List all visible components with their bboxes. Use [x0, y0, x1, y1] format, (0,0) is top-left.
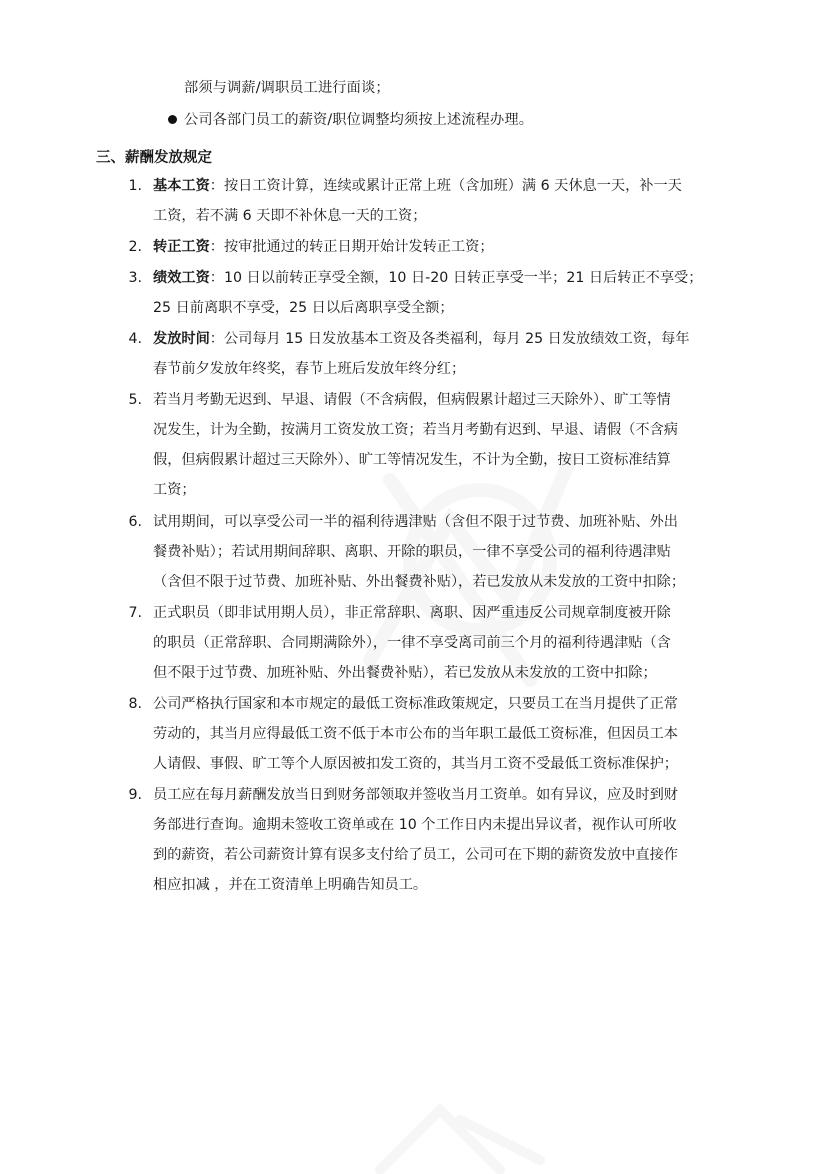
list-item-text: ：按审批通过的转正日期开始计发转正工资； [209, 239, 494, 255]
list-item-text: 工资； [153, 482, 196, 498]
list-item-text: 务部进行查询。逾期未签收工资单或在 10 个工作日内未提出异议者，视作认可所收 [153, 817, 677, 833]
bullet-icon [168, 115, 177, 124]
watermark-fragment-icon [360, 1090, 560, 1174]
list-item-text: ：公司每月 15 日发放基本工资及各类福利，每月 25 日发放绩效工资，每年 [209, 331, 690, 347]
list-item-line [153, 603, 783, 623]
list-item [153, 603, 783, 693]
list-item-number: 6. [128, 514, 142, 530]
list-item-number: 4. [128, 331, 142, 347]
list-item-line [153, 480, 783, 500]
list-item-line [153, 694, 783, 714]
list-item-text: 况发生，计为全勤，按满月工资发放工资；若当月考勤有迟到、早退、请假（不含病 [153, 422, 678, 438]
list-item-line [153, 785, 783, 805]
list-item-text: 若当月考勤无迟到、早退、请假（不含病假，但病假累计超过三天除外）、旷工等情 [153, 392, 671, 408]
list-item-text: 餐费补贴）；若试用期间辞职、离职、开除的职员，一律不享受公司的福利待遇津贴 [153, 544, 671, 560]
list-item-text: 人请假、事假、旷工等个人原因被扣发工资的，其当月工资不受最低工资标准保护； [153, 756, 678, 772]
list-item-line [153, 450, 783, 470]
list-item-line [153, 176, 783, 196]
list-item-line [153, 298, 783, 318]
list-item-text: ：10 日以前转正享受全额，10 日-20 日转正享受一半；21 日后转正不享受； [209, 270, 703, 286]
list-item-label: 绩效工资 [153, 270, 210, 286]
list-item-line [153, 268, 783, 288]
list-item-text: 公司严格执行国家和本市规定的最低工资标准政策规定，只要员工在当月提供了正常 [153, 696, 678, 712]
list-item-line [153, 724, 783, 744]
list-item [153, 268, 783, 328]
list-item [153, 694, 783, 784]
list-item-line [153, 329, 783, 349]
list-item-line [153, 875, 783, 895]
list-item-line [153, 815, 783, 835]
continuation-line: 部须与调薪/调职员工进行面谈； [184, 80, 390, 96]
list-item-number: 7. [128, 605, 142, 621]
list-item-line [153, 237, 783, 257]
list-item-text: 工资，若不满 6 天即不补休息一天的工资； [153, 208, 427, 224]
list-item [153, 329, 783, 389]
list-item-text: 春节前夕发放年终奖，春节上班后发放年终分红； [153, 361, 466, 377]
list-item-text: 劳动的，其当月应得最低工资不低于本市公布的当年职工最低工资标准，但因员工本 [153, 726, 678, 742]
list-item-text: 假，但病假累计超过三天除外）、旷工等情况发生，不计为全勤，按日工资标准结算 [153, 452, 671, 468]
list-item-text: 正式职员（即非试用期人员），非正常辞职、离职、因严重违反公司规章制度被开除 [153, 605, 671, 621]
bullet-text: 公司各部门员工的薪资/职位调整均须按上述流程办理。 [184, 112, 534, 128]
list-item-line [153, 663, 783, 683]
list-item [153, 237, 783, 267]
list-item-number: 3. [128, 270, 142, 286]
list-item-number: 8. [128, 696, 142, 712]
list-item-line [153, 845, 783, 865]
list-item-label: 转正工资 [153, 239, 210, 255]
list-item-text: 的职员（正常辞职、合同期满除外），一律不享受离司前三个月的福利待遇津贴（含 [153, 635, 671, 651]
list-item-number: 9. [128, 787, 142, 803]
list-item-line [153, 512, 783, 532]
list-item-line [153, 542, 783, 562]
list-item-line [153, 633, 783, 653]
list-item-text: 到的薪资，若公司薪资计算有误多支付给了员工，公司可在下期的薪资发放中直接作 [153, 847, 678, 863]
list-item [153, 512, 783, 602]
list-item-line [153, 420, 783, 440]
list-item-text: 员工应在每月薪酬发放当日到财务部领取并签收当月工资单。如有异议，应及时到财 [153, 787, 678, 803]
list-item-text: （含但不限于过节费、加班补贴、外出餐费补贴），若已发放从未发放的工资中扣除； [153, 574, 686, 590]
list-item-line [153, 359, 783, 379]
list-item-text: 试用期间，可以享受公司一半的福利待遇津贴（含但不限于过节费、加班补贴、外出 [153, 514, 678, 530]
list-item-line [153, 390, 783, 410]
list-item-line [153, 572, 783, 592]
list-item-text: 相应扣减 ，并在工资清单上明确告知员工。 [153, 877, 428, 893]
list-item-number: 5. [128, 392, 142, 408]
list-item [153, 785, 783, 905]
list-item-line [153, 754, 783, 774]
list-item-number: 1. [128, 178, 142, 194]
list-item-line [153, 206, 783, 226]
list-item [153, 176, 783, 236]
list-item [153, 390, 783, 510]
list-item-text: 25 日前离职不享受，25 日以后离职享受全额； [153, 300, 454, 316]
list-item-label: 发放时间 [153, 331, 210, 347]
list-item-text: 但不限于过节费、加班补贴、外出餐费补贴），若已发放从未发放的工资中扣除； [153, 665, 657, 681]
list-item-label: 基本工资 [153, 178, 210, 194]
section-heading: 三、薪酬发放规定 [96, 150, 212, 166]
list-item-number: 2. [128, 239, 142, 255]
list-item-text: ：按日工资计算，连续或累计正常上班（含加班）满 6 天休息一天，补一天 [209, 178, 682, 194]
